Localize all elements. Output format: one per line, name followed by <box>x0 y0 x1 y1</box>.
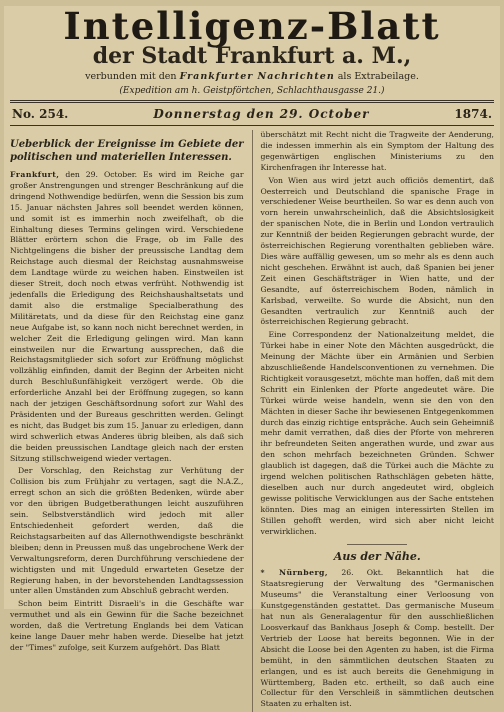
article-paragraph: Frankfurt, den 29. October. Es wird im Reiche gar großer Anstrengungen und strenger Beschränkung auf die dringend Nothwendige bedürfen, wenn die Session bis zum 15. Januar nächsten Jahres soll beendet werden können, und somit ist es immerhin noch zweifelhaft, ob die Einhaltung dieses Termins gelingen wird. Verschiedene Blätter erörtern schon die Frage, ob im Falle des Nichtgelingens die bisher der preussische Landtag dem Reichstage auch diesmal der Reichstag ausnahmsweise dem Landtage würde zu weichen haben. Einstweilen ist dieser Streit, doch noch etwas verfrüht. Nothwendig ist jedenfalls die Erledigung des Reichshaushaltsetats und damit also die erstmalige Specialberathung des Militäretats, und da diese für den Reichstag eine ganz neue Aufgabe ist, so kann noch nicht berechnet werden, in welcher Zeit die Erledigung gelingen wird. Man kann einstweilen nur die Erwartung aussprechen, daß die Reichstagsmitglieder sich sofort zur Eröffnung möglichst vollzählig einfinden, damit der Beginn der Arbeiten nicht durch Beschlußunfähigkeit verzögert werde. Ob die erforderliche Anzahl bei der Eröffnung zugegen, so kann nach der jetzigen Geschäftsordnung sofort zur Wahl des Präsidenten und der Bureaus geschritten werden. Gelingt es nicht, das Budget bis zum 15. Januar zu erledigen, dann wird schwerlich etwas Anderes übrig bleiben, als daß sich die beiden preussischen Landtage gleich nach der ersten Sitzung stillschweigend wieder vertagen. <box>10 170 244 463</box>
article-dateline: * Nürnberg, <box>260 568 329 578</box>
masthead <box>10 6 494 97</box>
supplement-prefix: verbunden mit den <box>85 71 177 82</box>
issue-divider <box>10 125 494 126</box>
article-paragraph: Von Wien aus wird jetzt auch officiös dementirt, daß Oesterreich und Deutschland die spanische Frage in verschiedener Weise beurtheilen. So war es denn auch von vorn herein unwahrscheinlich, daß die Absichtslosigkeit der spanischen Note, die in Berlin und London vertraulich zur Kenntniß der beiden Regierungen gebracht wurde, der österreichischen Regierung vorenthalten geblieben wäre. Dies wäre auffällig gewesen, um so mehr als es denn auch nicht geschehen. Erwähnt ist auch, daß Spanien bei jener Zeit einen Geschäftsträger in Wien hatte, und der Gesandte, auf österreichischem Boden, nämlich in Karlsbad, verweilte. So wurde die Absicht, nun den Gesandten vertraulich zur Kenntniß auch der österreichischen Regierung gebracht. <box>260 175 494 327</box>
article-paragraph: Schon beim Eintritt Disraeli's in die Geschäfte war vermuthet und als ein Gewinn für die Sache bezeichnet worden, daß die Vertretung Englands bei dem Vatican keine lange Dauer mehr haben werde. Dieselbe hat jetzt der "Times" zufolge, seit Kurzem aufgehört. Das Blatt <box>10 599 244 652</box>
columns <box>10 130 494 712</box>
supplement-suffix: als Extrabeilage. <box>337 71 419 82</box>
supplement-paper: Frankfurter Nachrichten <box>179 71 335 82</box>
newspaper-title: Intelligenz-Blatt <box>63 4 441 48</box>
section-divider <box>347 544 407 545</box>
article-heading: Ueberblick der Ereignisse im Gebiete der politischen und materiellen Interessen. <box>10 139 244 163</box>
right-column <box>252 130 495 712</box>
section-title: Aus der Nähe. <box>333 549 421 563</box>
newspaper-page <box>4 4 500 709</box>
article-dateline: Frankfurt, <box>10 170 60 179</box>
article-paragraph: Der Vorschlag, den Reichstag zur Verhütung der Collision bis zum Frühjahr zu vertagen, sagt die N.A.Z., erregt schon an sich die größten Bedenken, würde aber vor den übrigen Budgetberathungen leicht auszuführen sein. Selbstverständlich wird jedoch mit aller Entschiedenheit gefordert werden, daß die Reichstagsarbeiten auf das Allernothwendigste beschränkt bleiben; denn in Preussen muß das ungebrochene Werk der Verwaltungsreform, deren Durchführung verschiedene der wichtigsten und mit Ungeduld erwarteten Gesetze der Regierung haben, in der bevorstehenden Landtagssession unter allen Umständen zum Abschluß gebracht werden. <box>10 466 244 596</box>
article-paragraph: überschätzt mit Recht nicht die Tragweite der Aenderung, die indessen immerhin als ein Symptom der Haltung des gegenwärtigen englischen Ministeriums zu den Kirchenfragen ihr Interesse hat. <box>260 130 494 172</box>
article-paragraph: Eine Correspondenz der Nationalzeitung meldet, die Türkei habe in einer Note den Mächten ausgedrückt, die Meinung der Mächte über ein Armänien und Serbien abzuschließende Handelsconventionen zu vernehmen. Die Richtigkeit vorausgesetzt, möchte man hoffen, daß mit dem Schritt ein Einlenken der Pforte angedeutet wäre. Die Türkei würde weise handeln, wenn sie den von den Mächten in dieser Sache ihr bewiesenen Entgegenkommen durch das einzig richtige entspräche. Auch sein Geheimniß mehr damit verrathen, daß dies der Pforte von mehreren ihr befreundeten Seiten angerathen wurde, und zwar aus den schon mehrfach bezeichneten Gründen. Schwer glaublich ist dagegen, daß die Türkei auch die Mächte zu irgend welchen politischen Rathschlägen gebeten hätte, dieselben auch nur durch angedeutet wird, obgleich gewisse politische Verwicklungen aus der Sache entstehen könnten. Dies mag an einigen interessirten Stellen im Stillen gehofft werden, wird sich aber nicht leicht verwirklichen. <box>260 330 494 536</box>
issue-year: 1874. <box>454 107 492 121</box>
article-paragraph: * Nürnberg, 26. Okt. Bekanntlich hat die Staatsregierung der Verwaltung des "Germanischen Museums" die Veranstaltung einer Verloosung von Kunstgegenständen gestattet. Das germanische Museum hat nun als Generalagentur für den ausschließlichen Loosverkauf das Bankhaus Joseph & Comp. bestellt. Der Vertrieb der Loose hat bereits begonnen. Wie in der Absicht die Loose bei den Agenten zu haben, ist die Firma bemüht, in den sämmtlichen deutschen Staaten zu erlangen, und es ist auch bereits die Genehmigung in Württemberg, Baden etc. ertheilt, so daß auch eine Collectur für den Verschleiß in sämmtlichen deutschen Staaten zu erhalten ist. <box>260 568 495 709</box>
left-column <box>10 130 244 712</box>
issue-date: Donnerstag den 29. October <box>153 107 370 121</box>
supplement-note <box>10 70 494 83</box>
expedition-address: (Expedition am h. Geistpförtchen, Schlachthausgasse 21.) <box>119 86 385 96</box>
newspaper-subtitle: der Stadt Frankfurt a. M., <box>92 43 412 69</box>
issue-number: No. 254. <box>12 107 69 121</box>
issue-line <box>10 103 494 125</box>
